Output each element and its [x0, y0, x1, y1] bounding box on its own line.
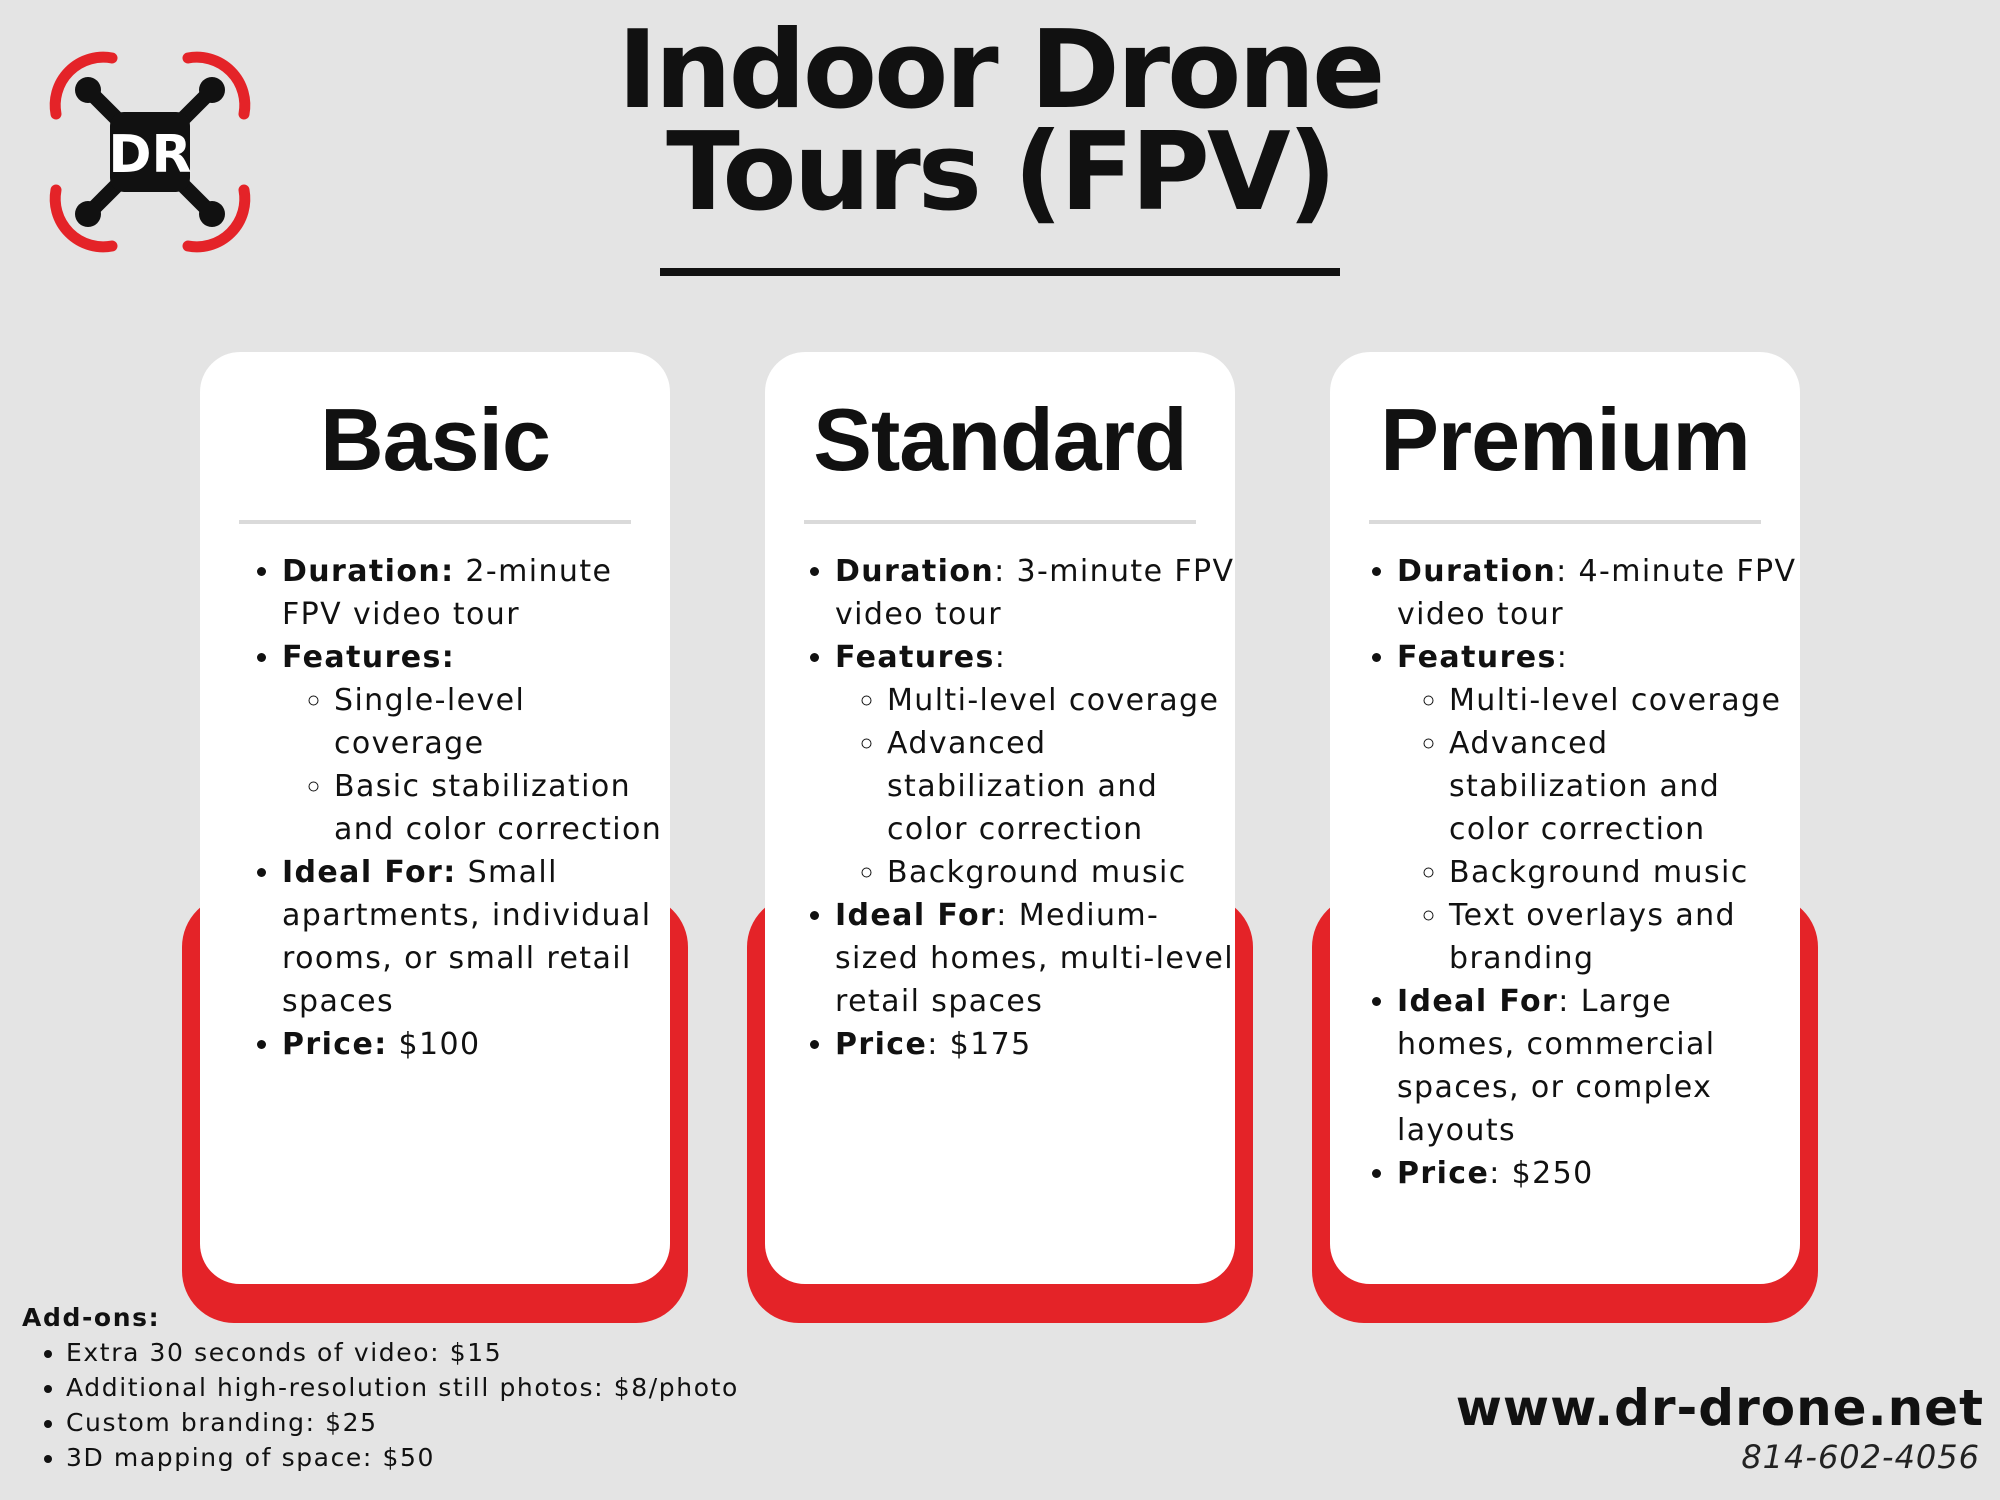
ideal-for-item — [282, 851, 670, 1023]
logo-text: DR — [108, 125, 192, 185]
tier-details — [200, 550, 670, 1066]
card-divider — [1369, 520, 1761, 524]
feature-item: ◦ Background music — [1449, 851, 1800, 894]
duration-item — [282, 550, 670, 636]
features-list — [835, 679, 1235, 894]
features-suffix: : — [1556, 640, 1569, 675]
features-list — [1397, 679, 1800, 980]
feature-item: ◦ Single-level coverage — [334, 679, 670, 765]
page-title — [540, 8, 1460, 235]
tier-name: Standard — [813, 390, 1187, 489]
feature-item: ◦ Multi-level coverage — [1449, 679, 1800, 722]
tier-card-premium — [1330, 352, 1800, 1284]
price-label: Price — [1397, 1156, 1490, 1191]
ideal-for-value: : Large homes, commercial spaces, or complex layouts — [1397, 984, 1716, 1148]
duration-item — [1397, 550, 1800, 636]
features-label: Features — [1397, 640, 1557, 675]
addon-item: • Extra 30 seconds of video: $15 — [66, 1335, 739, 1370]
price-item — [282, 1023, 670, 1066]
duration-value: 2-minute FPV video tour — [282, 554, 613, 632]
addons-title: Add-ons: — [22, 1303, 161, 1332]
ideal-for-label: Ideal For — [1397, 984, 1559, 1019]
card-divider — [804, 520, 1196, 524]
features-list — [282, 679, 670, 851]
price-label: Price: — [282, 1027, 388, 1062]
duration-label: Duration — [1397, 554, 1557, 589]
duration-item — [835, 550, 1235, 636]
features-item — [282, 636, 670, 851]
addons-section — [22, 1300, 739, 1475]
tier-card-basic — [200, 352, 670, 1284]
title-underline — [660, 268, 1340, 276]
tier-name: Basic — [320, 390, 550, 489]
addon-item: • 3D mapping of space: $50 — [66, 1440, 739, 1475]
title-line-1: Indoor Drone — [617, 8, 1383, 133]
price-item — [835, 1023, 1235, 1066]
tier-name: Premium — [1380, 390, 1750, 489]
price-label: Price — [835, 1027, 928, 1062]
features-suffix: : — [994, 640, 1007, 675]
price-item — [1397, 1152, 1800, 1195]
price-value: : $250 — [1489, 1156, 1594, 1191]
card-divider — [239, 520, 631, 524]
features-item — [1397, 636, 1800, 980]
feature-item: ◦ Background music — [887, 851, 1235, 894]
website-link[interactable]: www.dr-drone.net — [1455, 1379, 1984, 1437]
feature-item: ◦ Text overlays and branding — [1449, 894, 1800, 980]
duration-value: : 3-minute FPV video tour — [835, 554, 1235, 632]
title-line-2: Tours (FPV) — [666, 110, 1334, 235]
dr-drone-logo — [44, 46, 256, 258]
tier-details — [1330, 550, 1800, 1195]
features-label: Features: — [282, 640, 456, 675]
price-value: $100 — [387, 1027, 481, 1062]
price-value: : $175 — [927, 1027, 1032, 1062]
phone-number: 814-602-4056 — [1741, 1438, 1980, 1476]
feature-item: ◦ Advanced stabilization and color correction — [887, 722, 1235, 851]
ideal-for-value: Small apartments, individual rooms, or small retail spaces — [282, 855, 652, 1019]
addon-item: • Custom branding: $25 — [66, 1405, 739, 1440]
duration-label: Duration: — [282, 554, 455, 589]
feature-item: ◦ Multi-level coverage — [887, 679, 1235, 722]
ideal-for-value: : Medium-sized homes, multi-level retail spaces — [835, 898, 1234, 1019]
ideal-for-item — [1397, 980, 1800, 1152]
feature-item: ◦ Advanced stabilization and color correction — [1449, 722, 1800, 851]
duration-label: Duration — [835, 554, 995, 589]
feature-item: ◦ Basic stabilization and color correction — [334, 765, 670, 851]
ideal-for-item — [835, 894, 1235, 1023]
tier-details — [765, 550, 1235, 1066]
addons-list — [22, 1335, 739, 1475]
duration-value: : 4-minute FPV video tour — [1397, 554, 1797, 632]
features-label: Features — [835, 640, 995, 675]
ideal-for-label: Ideal For: — [282, 855, 457, 890]
tier-card-standard — [765, 352, 1235, 1284]
ideal-for-label: Ideal For — [835, 898, 997, 933]
features-item — [835, 636, 1235, 894]
addon-item: • Additional high-resolution still photos: $8/photo — [66, 1370, 739, 1405]
